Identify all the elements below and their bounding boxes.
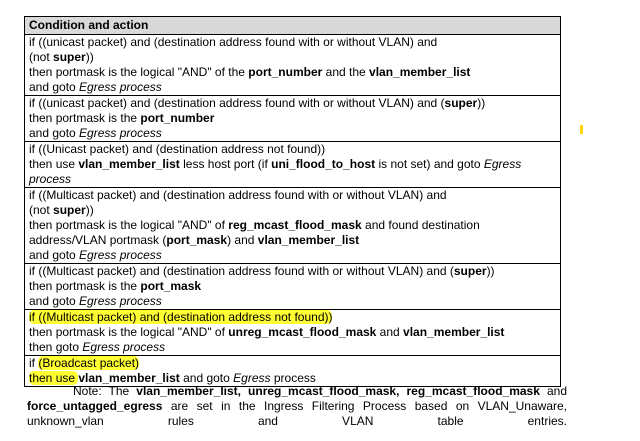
bold-term: vlan_member_list xyxy=(403,325,505,339)
condition-cell xyxy=(25,264,561,310)
cell-line xyxy=(29,65,556,80)
cell-text: if xyxy=(29,356,39,370)
table-row xyxy=(25,188,561,264)
note-bold-term: reg_mcast_flood_mask xyxy=(406,384,540,398)
cell-line xyxy=(29,356,556,371)
cell-line xyxy=(29,294,556,309)
bold-term: port_mask xyxy=(166,233,228,247)
cell-line xyxy=(29,325,556,340)
cell-text: (not xyxy=(29,50,54,64)
cell-line xyxy=(29,80,556,95)
cell-text: and goto xyxy=(179,371,234,385)
cell-text: and xyxy=(376,325,404,339)
cell-text: then portmask is the logical "AND" of xyxy=(29,218,229,232)
cell-text: if ((Unicast packet) and (destination address not found)) xyxy=(29,142,326,156)
condition-cell xyxy=(25,188,561,264)
footnote xyxy=(27,384,567,429)
cell-text: if ((Multicast packet) and (destination address not found)) xyxy=(29,310,333,324)
italic-term: Egress process xyxy=(79,294,162,308)
bold-term: reg_mcast_flood_mask xyxy=(228,218,362,232)
note-bold-term: force_untagged_egress xyxy=(27,399,163,413)
cell-line xyxy=(29,157,556,187)
cell-text: and goto xyxy=(29,126,80,140)
bold-term: unreg_mcast_flood_mask xyxy=(228,325,377,339)
table-body xyxy=(25,35,561,387)
cell-text: )) xyxy=(477,96,486,110)
cell-text: and found destination address/VLAN portmask ( xyxy=(29,218,480,247)
table-row xyxy=(25,96,561,142)
condition-cell xyxy=(25,310,561,356)
note-text-segment: and xyxy=(539,384,567,398)
note-bold-term: unreg_mcast_flood_mask, xyxy=(248,384,400,398)
cell-line xyxy=(29,218,556,248)
cell-text: and goto xyxy=(29,248,80,262)
cell-text: is not set) and goto xyxy=(375,157,484,171)
condition-cell xyxy=(25,356,561,387)
bold-term: super xyxy=(453,264,487,278)
cell-text: if ((Multicast packet) and (destination address found with or without VLAN) and xyxy=(29,188,447,202)
cell-line xyxy=(29,142,556,157)
cell-text: )) xyxy=(85,203,94,217)
cell-line xyxy=(29,126,556,141)
bold-term: uni_flood_to_host xyxy=(271,157,376,171)
table-row xyxy=(25,142,561,188)
italic-term: Egress process xyxy=(82,340,166,354)
bold-term: port_number xyxy=(140,111,215,125)
italic-term: Egress process xyxy=(79,126,162,140)
bold-term: port_mask xyxy=(140,279,202,293)
cell-text: then portmask is the logical "AND" of xyxy=(29,325,229,339)
cell-line xyxy=(29,188,556,203)
cell-text: if ((unicast packet) and (destination address found with or without VLAN) and xyxy=(29,35,438,49)
cell-text: then portmask is the logical "AND" of the xyxy=(29,65,249,79)
bold-term: super xyxy=(444,96,478,110)
table-row xyxy=(25,264,561,310)
note-text-segment: are set in the Ingress Filtering Process based on VLAN_Unaware, unknown_vlan rules and VLAN table entries. xyxy=(27,399,567,428)
bold-term: vlan_member_list xyxy=(257,233,360,247)
note-text-segment xyxy=(241,384,248,398)
margin-highlight-mark xyxy=(580,125,583,134)
cell-text: and goto xyxy=(29,294,80,308)
italic-term: Egress process xyxy=(79,248,162,262)
cell-line xyxy=(29,203,556,218)
cell-line xyxy=(29,111,556,126)
table-header: Condition and action xyxy=(25,17,561,35)
cell-text: if ((unicast packet) and (destination address found with or without VLAN) and ( xyxy=(29,96,445,110)
note-text xyxy=(27,384,567,429)
cell-text: less host port (if xyxy=(179,157,272,171)
cell-text: if ((Multicast packet) and (destination address found with or without VLAN) and ( xyxy=(29,264,454,278)
condition-action-table xyxy=(24,16,561,387)
bold-term: vlan_member_list xyxy=(369,65,471,79)
cell-text: and goto xyxy=(29,80,80,94)
note-bold-term: vlan_member_list, xyxy=(136,384,241,398)
table-row xyxy=(25,35,561,96)
cell-line xyxy=(29,340,556,355)
condition-cell xyxy=(25,96,561,142)
table-row xyxy=(25,310,561,356)
bold-term: vlan_member_list xyxy=(78,371,180,385)
cell-line xyxy=(29,35,556,50)
note-text-segment xyxy=(399,384,406,398)
cell-text: )) xyxy=(85,50,94,64)
cell-line xyxy=(29,279,556,294)
cell-text: then use xyxy=(29,371,79,385)
italic-term: Egress process xyxy=(79,80,162,94)
italic-term: Egress xyxy=(233,371,271,385)
cell-line xyxy=(29,50,556,65)
cell-text: process xyxy=(270,371,316,385)
cell-line xyxy=(29,310,556,325)
cell-text: then use xyxy=(29,157,79,171)
italic-term: Egress process xyxy=(29,157,522,186)
bold-term: vlan_member_list xyxy=(78,157,180,171)
cell-text: and the xyxy=(322,65,370,79)
cell-text: )) xyxy=(486,264,495,278)
bold-term: super xyxy=(53,50,86,64)
table-row xyxy=(25,356,561,387)
cell-text: (not xyxy=(29,203,54,217)
cell-text: then portmask is the xyxy=(29,279,141,293)
cell-line xyxy=(29,264,556,279)
cell-text: then portmask is the xyxy=(29,111,141,125)
condition-cell xyxy=(25,142,561,188)
condition-cell xyxy=(25,35,561,96)
cell-text: ) and xyxy=(227,233,258,247)
table-header-row xyxy=(25,17,561,35)
cell-line xyxy=(29,96,556,111)
cell-line xyxy=(29,248,556,263)
bold-term: port_number xyxy=(248,65,323,79)
bold-term: super xyxy=(53,203,86,217)
cell-text: (Broadcast packet) xyxy=(38,356,140,370)
note-text-segment: Note: The xyxy=(73,384,137,398)
cell-text: then goto xyxy=(29,340,83,354)
